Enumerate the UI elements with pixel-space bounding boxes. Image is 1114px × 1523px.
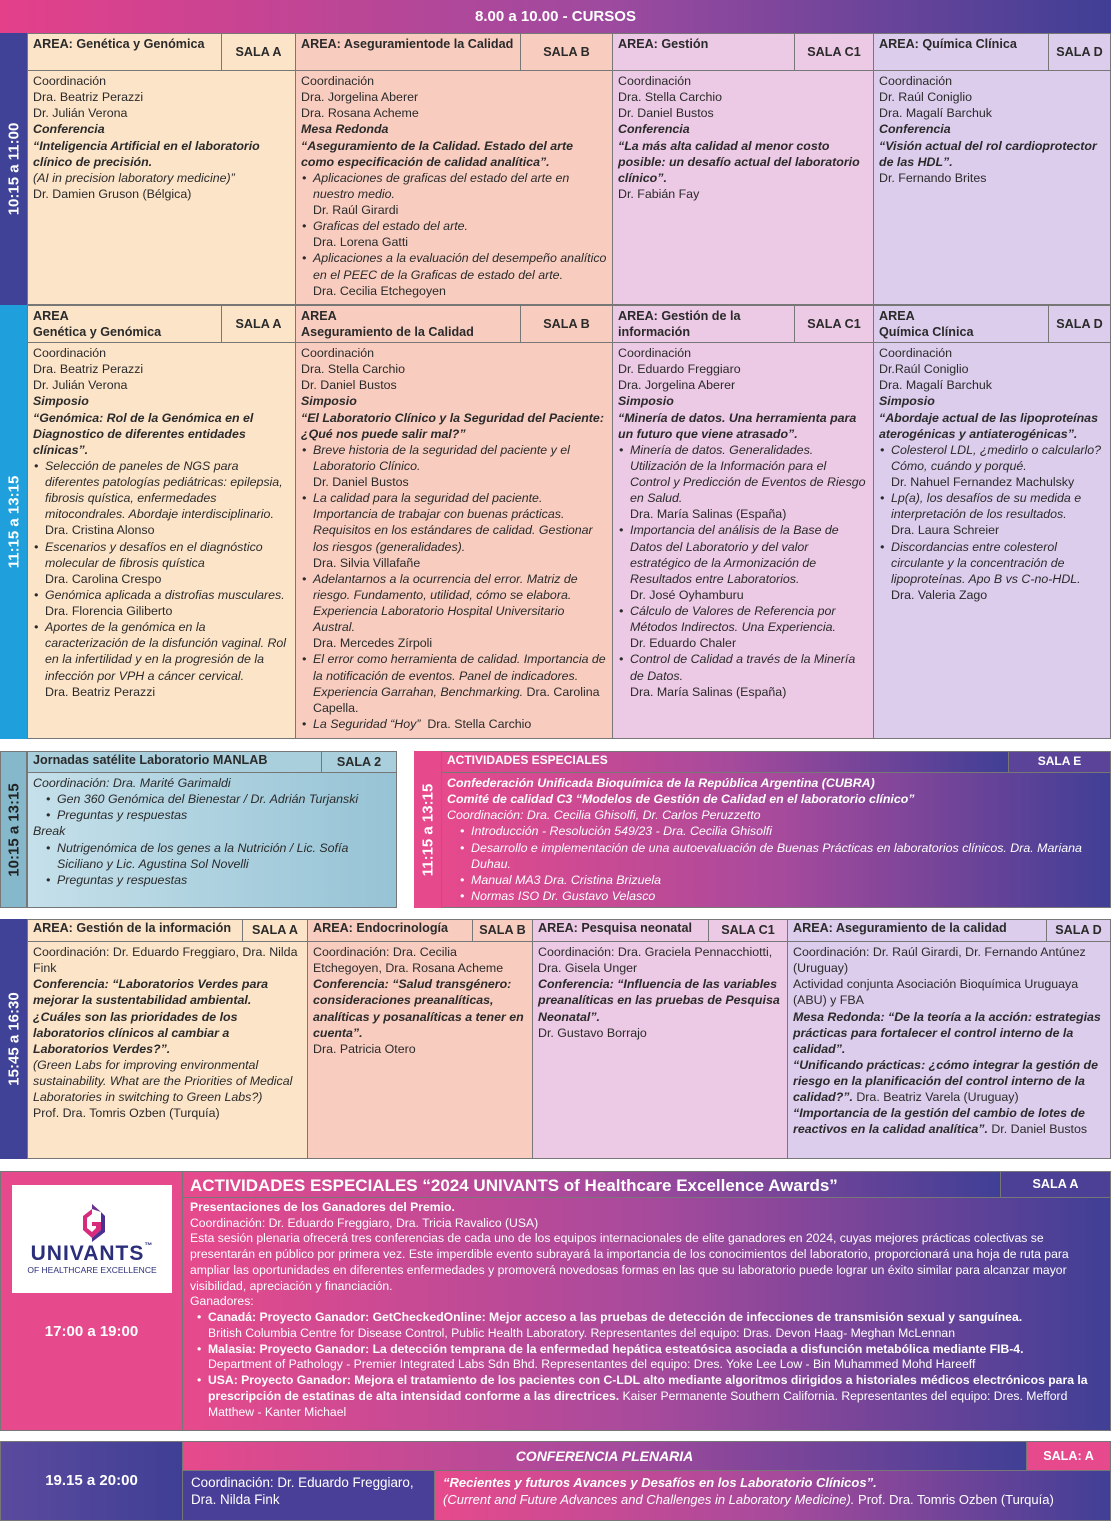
special-title: ACTIVIDADES ESPECIALES	[447, 753, 608, 767]
room-label	[1000, 1171, 1111, 1198]
topic-text: El error como herramienta de calidad. Importancia de la notificación de eventos. Panel de indicadores. Experiencia Garrahan, Benchmarking.	[313, 652, 606, 699]
speaker: Dra. Carolina Capella.	[313, 684, 600, 715]
coordinator: Dr. Daniel Bustos	[618, 106, 714, 121]
awards-description: Esta sesión plenaria ofrecerá tres conferencias de cada uno de los equipos internacionales de elite ganadores en 2024, cuyas mejores prácticas colectivas se presentarán en público por primera vez. Este imperdible evento subrayará la importancia de los conocimientos del laboratorio, proporcionará una hoja de ruta para ampliar las oportunidades en diferentes enfermedades y promoverá novedosas formas en las que su laboratorio puede lograr un éxito similar para alcanzar mayor visibilidad, apreciación y financiación.	[190, 1231, 1069, 1293]
topic-text: Lp(a), los desafíos de su medida e interpretación de los resultados.	[891, 491, 1082, 522]
coord-line: Coordinación: Dr. Eduardo Freggiaro, Dra. Tricia Ravalico (USA)	[190, 1215, 539, 1230]
speaker: Dra. Cristina Alonso	[45, 523, 155, 538]
topic-item	[33, 587, 290, 603]
speaker: Dra. Patricia Otero	[313, 1041, 416, 1056]
area-title: AREA: Gestión de la	[618, 309, 741, 323]
coord-label: Coordinación	[618, 346, 692, 360]
area-header	[295, 33, 521, 71]
session-cell	[295, 70, 613, 305]
speaker: Dr. Raúl Girardi	[313, 203, 399, 217]
room-text: SALA A	[252, 923, 298, 938]
coord-line: Coordinación: Dra. Marité Garimaldi	[33, 776, 231, 790]
coord-label: Coordinación	[301, 346, 375, 360]
speaker: Dra. Stella Carchio	[427, 716, 532, 731]
topic-item	[618, 442, 868, 507]
area-title: AREA	[33, 309, 69, 323]
winner-item	[196, 1342, 1103, 1373]
session-cell	[612, 342, 874, 739]
room-text: SALA D	[1055, 923, 1102, 938]
coord-line: Coordinación: Dr. Eduardo Freggiaro, Dra. Nilda Fink	[191, 1475, 414, 1507]
topic-text: Aplicaciones de graficas del estado del arte en nuestro medio.	[313, 170, 570, 201]
topic-text: Minería de datos. Generalidades. Utilización de la Información para el Control y Predicción de Eventos de Riesgo en Salud.	[630, 442, 866, 506]
speaker: Prof. Dra. Tomris Ozben (Turquía)	[33, 1106, 220, 1121]
coordinator: Dr. Raúl Coniglio	[879, 90, 972, 105]
speaker: Prof. Dra. Tomris Ozben (Turquía)	[854, 1491, 1054, 1507]
talk-subtitle: (Current and Future Advances and Challenges in Laboratory Medicine).	[443, 1491, 855, 1507]
area-header	[27, 919, 243, 942]
coordinator: Dra. Rosana Acheme	[301, 106, 419, 121]
coordinator: Dr. Eduardo Freggiaro	[618, 362, 741, 377]
topic-text: Discordancias entre colesterol circulante y la concentración de lipoproteínas. Apo B vs C-no-HDL.	[891, 539, 1081, 586]
plenary-coord	[182, 1470, 435, 1521]
area-header	[873, 305, 1049, 343]
topic-item	[301, 250, 607, 282]
coordinator: Dr. Daniel Bustos	[301, 378, 397, 393]
topic-text: Graficas del estado del arte.	[313, 219, 468, 234]
awards-body	[182, 1197, 1111, 1431]
session-type: Mesa Redonda	[301, 122, 389, 137]
room-label	[242, 919, 308, 942]
talk-title: “Salud transgénero: consideraciones preanalíticas, analíticas y posanalíticas a tener en cuenta”.	[313, 977, 524, 1040]
speaker: Dra. Carolina Crespo	[45, 571, 162, 586]
coord-label: Coordinación	[618, 74, 692, 88]
time-label-s3-right	[414, 751, 441, 908]
coordinator: Dra. Magalí Barchuk	[879, 378, 992, 393]
area-header	[532, 919, 709, 942]
room-label	[1048, 33, 1111, 71]
session-type: Simposio	[618, 394, 674, 409]
room-label	[520, 305, 613, 343]
speaker: Dr. Fernando Brites	[879, 170, 987, 185]
topic-text: Aportes de la genómica en la caracterización de la disfunción vaginal. Rol en la infertilidad y en la progresión de la infección por VPH a cáncer cervical.	[45, 620, 287, 683]
speaker: Dr. Daniel Bustos	[313, 475, 409, 489]
coordinator: Dra. Stella Carchio	[618, 90, 722, 105]
special-header	[441, 751, 1009, 773]
satellite-body	[27, 772, 397, 908]
time-label-s3-left	[0, 751, 27, 908]
winners-label: Ganadores:	[190, 1294, 254, 1309]
coordinator: Dra. Beatriz Perazzi	[33, 90, 144, 105]
committee-line: Comité de calidad C3 “Modelos de Gestión de Calidad en el laboratorio clínico”	[447, 792, 915, 807]
topic-text: Escenarios y desafíos en el diagnóstico molecular de fibrosis quística	[45, 539, 263, 570]
area-title: AREA: Gestión	[618, 37, 709, 51]
room-label	[1008, 751, 1111, 773]
time-label-s4	[0, 919, 27, 1159]
room-text: SALA C1	[807, 316, 861, 331]
talk-subtitle: (Green Labs for improving environmental sustainability. What are the Priorities of Medical Laboratories in switching to Green Labs?)	[33, 1057, 293, 1105]
speaker: Dra. María Salinas (España)	[630, 684, 787, 699]
topic-text: La calidad para la seguridad del paciente. Importancia de trabajar con buenas prácticas. Requisitos en los estándares de calidad. Gestionar los riesgos (generalidades).	[313, 491, 593, 554]
talk-title: “Aseguramiento de la Calidad. Estado del arte como especificación de calidad analítica”.	[301, 138, 573, 169]
speaker: Dra. Valeria Zago	[891, 587, 988, 602]
room-text: SALA: A	[1043, 1448, 1094, 1463]
session-type: Conferencia:	[313, 977, 389, 992]
area-header	[27, 305, 222, 343]
topic-item	[33, 458, 290, 523]
topic-item: • Gen 360 Genómica del Bienestar / Dr. Adrián Turjanski	[45, 791, 391, 807]
room-label	[221, 33, 296, 71]
room-text: SALA 2	[336, 754, 382, 769]
area-header	[27, 33, 222, 71]
coord-line: Dra. Gisela Unger	[538, 961, 638, 976]
speaker: Dr. Damien Gruson (Bélgica)	[33, 186, 192, 201]
topic-item	[618, 603, 868, 635]
session-type: Simposio	[301, 394, 357, 409]
topic-text: Selección de paneles de NGS para diferentes patologías pediátricas: epilepsia, fibrosis quística, enfermedades mitocondrales. Abordaje interdisciplinario.	[45, 458, 283, 522]
logo-tm: ™	[144, 1240, 154, 1250]
room-text: SALA C1	[721, 923, 775, 938]
session-type: Conferencia:	[33, 977, 109, 992]
coordinator: Dra. Jorgelina Aberer	[618, 378, 736, 393]
session-cell	[873, 342, 1111, 739]
topic-item	[301, 170, 607, 202]
talk-title: “La más alta calidad al menor costo posible: un desafío actual del laboratorio clínico”.	[618, 138, 860, 185]
room-label	[520, 33, 613, 71]
room-text: SALA D	[1056, 316, 1103, 331]
winner-project: USA: Proyecto Ganador: Mejora el tratamiento de los pacientes con C-LDL alto mediante algoritmos dirigidos a historiales médicos electrónicos para la prescripción de estatinas de alta intensidad conforme a las directrices.	[208, 1373, 1088, 1403]
coord-label: Coordinación	[879, 346, 953, 360]
talk-title: “El Laboratorio Clínico y la Seguridad del Paciente: ¿Qué nos puede salir mal?”	[301, 410, 604, 441]
coord-line: Actividad conjunta Asociación Bioquímica Uruguaya (ABU) y FBA	[793, 977, 1079, 1008]
room-text: SALA B	[543, 316, 590, 331]
talk-title: “Genómica: Rol de la Genómica en el Diagnostico de diferentes entidades clínicas”.	[33, 410, 254, 457]
area-header	[873, 33, 1049, 71]
room-text: SALA D	[1056, 44, 1103, 59]
coord-label: Coordinación	[879, 74, 953, 88]
session-cell	[612, 70, 874, 305]
session-cell	[27, 70, 296, 305]
area-title: Genética y Genómica	[33, 324, 162, 339]
session-cell	[27, 941, 308, 1159]
awards-title: ACTIVIDADES ESPECIALES “2024 UNIVANTS of Healthcare Excellence Awards”	[190, 1176, 838, 1195]
topic-text: Genómica aplicada a distrofias musculares.	[45, 587, 285, 602]
topic-text: Adelantarnos a la ocurrencia del error. Matriz de riesgo. Fundamento, utilidad, cómo se elabora. Experiencia Laboratorio Hospital Universitario Austral.	[313, 571, 578, 635]
topic-item: • Nutrigenómica de los genes a la Nutrición / Lic. Sofía Siciliano y Lic. Agustina Sol Novelli	[45, 840, 391, 872]
area-title: Aseguramiento de la Calidad	[301, 324, 474, 339]
session-type: Conferencia	[618, 122, 690, 137]
session-type: Conferencia:	[538, 977, 614, 992]
time-text: 10:15 a 11:00	[4, 122, 22, 216]
area-title: AREA	[879, 309, 915, 323]
topic-item	[879, 490, 1105, 522]
topic-text: Control de Calidad a través de la Minería de Datos.	[630, 652, 856, 683]
session-type: Conferencia	[879, 122, 951, 137]
topic-item: • Desarrollo e implementación de una autoevaluación de Buenas Prácticas en laboratorios clínicos. Dra. Mariana Duhau.	[459, 840, 1105, 872]
speaker: Dra. Mercedes Zírpoli	[313, 636, 433, 651]
topic-item	[301, 716, 607, 732]
area-header	[787, 919, 1047, 942]
area-title: Química Clínica	[879, 324, 974, 339]
topic-text: Aplicaciones a la evaluación del desempeño analítico en el PEEC de la Graficas de estado del arte.	[313, 251, 607, 282]
satellite-header	[27, 751, 322, 773]
topic-item	[301, 218, 607, 234]
room-label	[472, 919, 533, 942]
topic-item	[301, 651, 607, 716]
room-label	[708, 919, 788, 942]
room-text: SALA C1	[807, 44, 861, 59]
session-type: Mesa Redonda:	[793, 1009, 885, 1024]
room-label	[221, 305, 296, 343]
coordinator: Dr. Julián Verona	[33, 106, 128, 121]
coord-label: Coordinación	[33, 346, 107, 360]
session-cell	[27, 342, 296, 739]
topic-item: • Preguntas y respuestas	[45, 807, 391, 823]
univants-logo	[12, 1185, 172, 1293]
room-label	[794, 305, 874, 343]
awards-side-panel	[0, 1171, 183, 1431]
area-header	[307, 919, 473, 942]
time-text: 17:00 a 19:00	[44, 1323, 139, 1340]
coord-label: Coordinación	[301, 74, 375, 88]
topic-item: • Preguntas y respuestas	[45, 872, 391, 888]
coordinator: Dra. Magalí Barchuk	[879, 106, 992, 121]
speaker: Dr. Fabián Fay	[618, 186, 700, 201]
talk-title: “Unificando prácticas: ¿cómo integrar la gestión de riesgo en la planificación del control interno de la calidad?”.	[793, 1057, 1099, 1105]
session-cell	[295, 342, 613, 739]
topic-text: Importancia del análisis de la Base de Datos del Laboratorio y del valor estratégico de la Armonización de Resultados entre Laboratorios.	[630, 523, 839, 586]
time-text: 19.15 a 20:00	[45, 1472, 138, 1490]
time-text: 10:15 a 13:15	[4, 782, 22, 877]
coordinator: Dr. Julián Verona	[33, 378, 128, 393]
time-label-s1	[0, 33, 27, 305]
logo-word: UNIVANTS	[30, 1241, 145, 1265]
session-cell	[307, 941, 533, 1159]
topic-text: Cálculo de Valores de Referencia por Métodos Indirectos. Una Experiencia.	[630, 604, 836, 635]
room-label	[321, 751, 397, 773]
room-label	[794, 33, 874, 71]
speaker: Dra. Beatriz Varela (Uruguay)	[852, 1090, 1019, 1105]
topic-text: Colesterol LDL, ¿medirlo o calcularlo? Cómo, cuándo y porqué.	[891, 442, 1102, 473]
coord-line: Coordinación: Dra. Cecilia Etchegoyen, Dra. Rosana Acheme	[313, 945, 504, 976]
special-body	[441, 772, 1111, 908]
speaker: Dra. Lorena Gatti	[313, 235, 409, 250]
session-cell	[787, 941, 1111, 1159]
talk-title: “Minería de datos. Una herramienta para un futuro que viene atrasado”.	[618, 410, 857, 441]
winner-project: Canadá: Proyecto Ganador: GetCheckedOnline: Mejor acceso a las pruebas de detección de infecciones de transmisión sexual y sanguínea.	[208, 1310, 1023, 1325]
speaker: Dra. María Salinas (España)	[630, 507, 787, 522]
plenary-header	[182, 1441, 1027, 1471]
area-title: AREA: Química Clínica	[879, 37, 1017, 51]
speaker: Dr. Nahuel Fernandez Machulsky	[891, 475, 1075, 489]
awards-intro: Presentaciones de los Ganadores del Premio.	[190, 1200, 455, 1214]
univants-logo-icon	[75, 1202, 109, 1242]
session-cell	[532, 941, 788, 1159]
speaker: Dra. Laura Schreier	[891, 523, 1000, 538]
speaker: Dra. Florencia Giliberto	[45, 604, 173, 618]
topic-item	[879, 539, 1105, 587]
plenary-time	[0, 1441, 183, 1521]
plenary-talk	[434, 1470, 1111, 1521]
session-type: Simposio	[879, 394, 935, 409]
area-title: AREA: Gestión de la información	[33, 921, 232, 935]
topic-text: La Seguridad “Hoy”	[313, 716, 421, 731]
speaker: Dra. Cecilia Etchegoyen	[313, 283, 446, 298]
org-line: Confederación Unificada Bioquímica de la República Argentina (CUBRA)	[447, 776, 875, 790]
winner-project: Malasia: Proyecto Ganador: La detección temprana de la enfermedad hepática esteatósica asociada a disfunción metabólica mediante FIB-4.	[208, 1341, 1024, 1356]
coord-line: Coordinación: Dr. Raúl Girardi, Dr. Fernando Antúnez (Uruguay)	[793, 945, 1086, 976]
topic-item: • Normas ISO Dr. Gustavo Velasco	[459, 888, 1105, 904]
room-text: SALA A	[235, 316, 282, 331]
coord-line: Coordinación: Dr. Eduardo Freggiaro, Dra. Nilda Fink	[33, 945, 298, 976]
talk-subtitle: (AI in precision laboratory medicine)”	[33, 170, 235, 185]
area-header	[295, 305, 521, 343]
winner-item	[196, 1310, 1103, 1341]
coord-line: Coordinación: Dra. Cecilia Ghisolfi, Dr. Carlos Peruzzetto	[447, 808, 761, 823]
logo-subtitle: OF HEALTHCARE EXCELLENCE	[27, 1265, 157, 1276]
coordinator: Dr.Raúl Coniglio	[879, 362, 969, 377]
area-title: AREA	[301, 309, 337, 323]
courses-header	[0, 0, 1111, 33]
winner-team: Department of Pathology - Premier Integrated Labs Sdn Bhd. Representantes del equipo: Dres. Yoke Lee Low - Bin Muhammed Mohd Hareeff	[208, 1357, 976, 1372]
break-label: Break	[33, 824, 66, 839]
topic-item	[33, 619, 290, 684]
room-label	[1048, 305, 1111, 343]
topic-item	[618, 522, 868, 587]
speaker: Dr. Eduardo Chaler	[630, 636, 737, 651]
topic-item: • Manual MA3 Dra. Cristina Brizuela	[459, 872, 1105, 888]
talk-title: “Recientes y futuros Avances y Desafíos en los Laboratorio Clínicos”.	[443, 1475, 877, 1490]
topic-item	[301, 571, 607, 636]
coordinator: Dra. Stella Carchio	[301, 362, 405, 377]
topic-item	[879, 442, 1105, 474]
courses-title: 8.00 a 10.00 - CURSOS	[475, 7, 636, 25]
awards-header	[182, 1171, 1001, 1198]
coordinator: Dra. Jorgelina Aberer	[301, 90, 419, 105]
topic-item	[33, 539, 290, 571]
speaker: Dr. Daniel Bustos	[987, 1122, 1088, 1137]
area-title: AREA: Aseguramientode la Calidad	[301, 37, 514, 51]
winner-team: Kaiser Permanente Southern California. Representantes del equipo: Dres. Mefford Matthew - Kanter Michael	[208, 1388, 1068, 1419]
room-label	[1026, 1441, 1111, 1471]
coord-line: Coordinación: Dra. Graciela Pennacchiotti,	[538, 945, 773, 959]
logo-wordmark	[31, 1242, 154, 1265]
talk-title: “Laboratorios Verdes para mejorar la sustentabilidad ambiental. ¿Cuáles son las prioridades de los laboratorios clínicos al cambiar a Laboratorios Verdes?”.	[33, 977, 269, 1056]
topic-item: • Introducción - Resolución 549/23 - Dra. Cecilia Ghisolfi	[459, 823, 1105, 839]
time-text: 11:15 a 13:15	[4, 475, 22, 569]
speaker: Dr. Gustavo Borrajo	[538, 1025, 647, 1040]
speaker: Dra. Silvia Villafañe	[313, 555, 421, 570]
room-label	[1046, 919, 1111, 942]
talk-title: “Influencia de las variables preanalíticas en las pruebas de Pesquisa Neonatal”.	[538, 977, 780, 1024]
area-title: AREA: Aseguramiento de la calidad	[793, 921, 1007, 935]
area-title: AREA: Genética y Genómica	[33, 37, 205, 51]
room-text: SALA A	[235, 44, 282, 59]
session-cell	[873, 70, 1111, 305]
winner-item	[196, 1373, 1103, 1420]
speaker: Dra. Beatriz Perazzi	[45, 684, 156, 699]
coord-label: Coordinación	[33, 74, 107, 88]
room-text: SALA A	[1032, 1177, 1079, 1192]
session-type: Simposio	[33, 394, 89, 409]
talk-title: “De la teoría a la acción: estrategias prácticas para fortalecer el control interno de la calidad”.	[793, 1009, 1101, 1056]
area-title: AREA: Pesquisa neonatal	[538, 921, 692, 935]
talk-title: “Visión actual del rol cardioprotector de las HDL”.	[879, 138, 1097, 169]
time-text: 11:15 a 13:15	[418, 783, 436, 876]
room-text: SALA E	[1037, 754, 1082, 769]
topic-item	[301, 490, 607, 555]
topic-text: Breve historia de la seguridad del paciente y el Laboratorio Clínico.	[313, 442, 570, 473]
winner-team: British Columbia Centre for Disease Control, Public Health Laboratory. Representantes del equipo: Dras. Devon Haag- Meghan McLennan	[208, 1325, 955, 1340]
room-text: SALA B	[543, 44, 590, 59]
area-header	[612, 33, 795, 71]
speaker: Dr. José Oyhamburu	[630, 587, 744, 602]
time-text: 15:45 a 16:30	[4, 992, 22, 1086]
talk-title: “Importancia de la gestión del cambio de lotes de reactivos en la calidad analítica”.	[793, 1106, 1085, 1137]
room-text: SALA B	[479, 923, 526, 938]
time-label-s2	[0, 305, 27, 739]
area-title: información	[618, 324, 691, 339]
talk-title: “Abordaje actual de las lipoproteínas aterogénicas y antiaterogénicas”.	[879, 410, 1098, 441]
plenary-title: CONFERENCIA PLENARIA	[515, 1447, 694, 1464]
area-title: AREA: Endocrinología	[313, 921, 449, 935]
coordinator: Dra. Beatriz Perazzi	[33, 362, 144, 377]
topic-item	[618, 651, 868, 683]
area-header	[612, 305, 795, 343]
session-type: Conferencia	[33, 122, 105, 137]
satellite-title: Jornadas satélite Laboratorio MANLAB	[33, 753, 268, 767]
talk-title: “Inteligencia Artificial en el laboratorio clínico de precisión.	[33, 138, 260, 169]
topic-item	[301, 442, 607, 474]
